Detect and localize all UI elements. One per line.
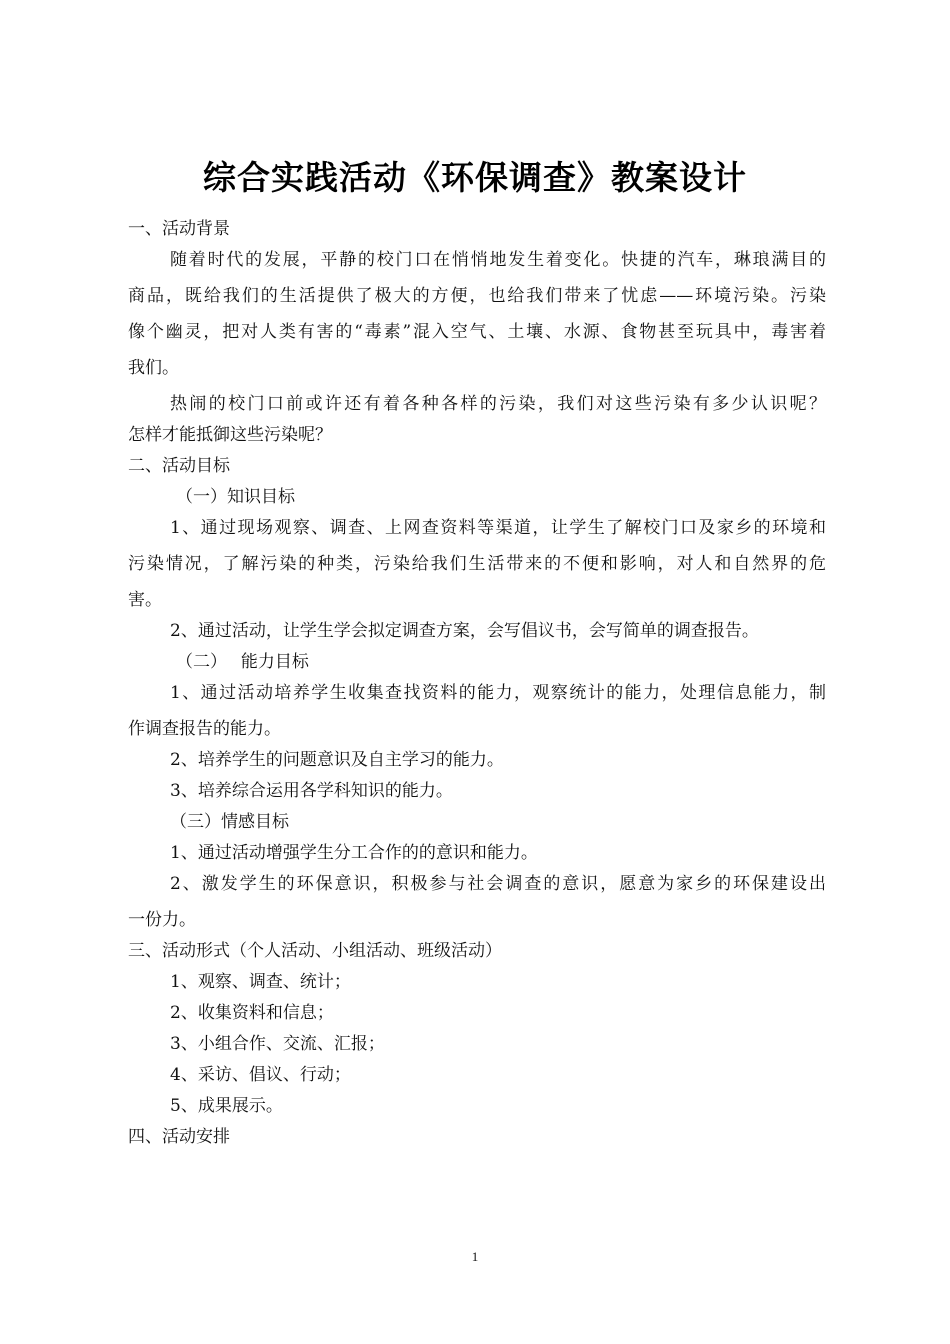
text-line: 热闹的校门口前或许还有着各种各样的污染，我们对这些污染有多少认识呢？ [170,394,826,414]
line-spacer [128,1153,826,1158]
text-line: 作调查报告的能力。 [128,719,281,739]
text-line: 1、观察、调查、统计； [170,972,351,992]
page-number: 1 [471,1249,479,1264]
text-line: 5、成果展示。 [170,1096,283,1116]
text-line: 害。 [128,590,162,610]
text-line: 3、小组合作、交流、汇报； [170,1034,385,1054]
text-line: 2、通过活动，让学生学会拟定调查方案，会写倡议书，会写简单的调查报告。 [170,621,759,641]
text-line: 二、活动目标 [128,456,230,476]
text-line: 2、培养学生的问题意识及自主学习的能力。 [170,750,504,770]
text-line: 污染情况，了解污染的种类，污染给我们生活带来的不便和影响，对人和自然界的危 [128,554,826,574]
text-line: 四、活动安排 [128,1127,230,1147]
text-line: 3、培养综合运用各学科知识的能力。 [170,781,453,801]
text-line: 1、通过活动增强学生分工合作的的意识和能力。 [170,843,538,863]
text-line: （三）情感目标 [170,812,289,832]
document-title: 综合实践活动《环保调查》教案设计 [203,158,747,197]
text-line: 2、激发学生的环保意识，积极参与社会调查的意识，愿意为家乡的环保建设出 [170,874,826,894]
text-line: 一、活动背景 [128,219,230,239]
document-body [128,214,826,1158]
text-line: 三、活动形式（个人活动、小组活动、班级活动） [128,941,502,961]
text-line: 商品，既给我们的生活提供了极大的方便，也给我们带来了忧虑——环境污染。污染 [128,286,826,306]
text-line: 随着时代的发展，平静的校门口在悄悄地发生着变化。快捷的汽车，琳琅满目的 [170,250,826,270]
text-line: 一份力。 [128,910,196,930]
text-line: 像个幽灵，把对人类有害的“毒素”混入空气、土壤、水源、食物甚至玩具中，毒害着 [128,322,826,342]
text-line: （二） 能力目标 [176,652,309,672]
text-line: 怎样才能抵御这些污染呢？ [128,425,332,445]
text-line: 2、收集资料和信息； [170,1003,334,1023]
text-line: 1、通过活动培养学生收集查找资料的能力，观察统计的能力，处理信息能力，制 [170,683,826,703]
text-line: （一）知识目标 [176,487,295,507]
text-line: 我们。 [128,358,179,378]
text-line: 1、通过现场观察、调查、上网查资料等渠道，让学生了解校门口及家乡的环境和 [170,518,826,538]
text-line: 4、采访、倡议、行动； [170,1065,351,1085]
